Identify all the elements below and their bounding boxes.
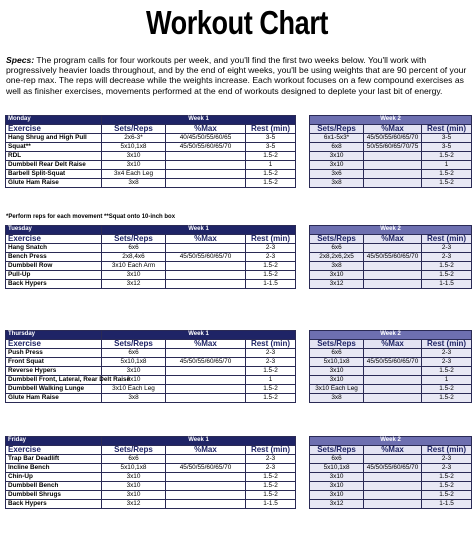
rest-header: Rest (min) — [246, 446, 296, 455]
exercise-name: Front Squat — [6, 358, 102, 367]
week2-max — [364, 161, 422, 170]
max-header: %Max — [166, 235, 246, 244]
week2-sets-reps: 3x10 — [310, 271, 364, 280]
exercise-name: Back Hypers — [6, 280, 102, 289]
week2-label: Week 2 — [310, 116, 472, 125]
week1-label: Week 1 — [102, 226, 296, 235]
exercise-name: Hang Snatch — [6, 244, 102, 253]
rest-header: Rest (min) — [246, 235, 296, 244]
exercise-name: Reverse Hypers — [6, 367, 102, 376]
sets-reps-header: Sets/Reps — [102, 125, 166, 134]
column-gap — [296, 226, 310, 235]
column-gap — [296, 482, 310, 491]
exercise-name: Push Press — [6, 349, 102, 358]
column-gap — [296, 394, 310, 403]
week1-max — [166, 179, 246, 188]
column-gap — [296, 464, 310, 473]
exercise-name: Glute Ham Raise — [6, 394, 102, 403]
week2-sets-reps: 3x10 — [310, 473, 364, 482]
day-header-row — [6, 226, 472, 235]
week1-rest: 1.5-2 — [246, 473, 296, 482]
week2-rest: 1.5-2 — [422, 262, 472, 271]
sets-reps-header: Sets/Reps — [102, 446, 166, 455]
week2-sets-reps: 3x10 — [310, 482, 364, 491]
table-row — [6, 367, 472, 376]
table-row — [6, 385, 472, 394]
week2-rest: 1.5-2 — [422, 179, 472, 188]
week1-sets-reps: 3x10 — [102, 152, 166, 161]
day-header-row — [6, 331, 472, 340]
week2-rest: 1 — [422, 376, 472, 385]
week1-rest: 3-5 — [246, 134, 296, 143]
table-row — [6, 271, 472, 280]
week2-rest: 1.5-2 — [422, 473, 472, 482]
table-row — [6, 253, 472, 262]
week1-rest: 2-3 — [246, 464, 296, 473]
footnote: *Perform reps for each movement **Squat onto 10-inch box — [6, 214, 176, 220]
week1-rest: 1 — [246, 161, 296, 170]
week1-rest: 1.5-2 — [246, 152, 296, 161]
exercise-name: Pull-Up — [6, 271, 102, 280]
exercise-name: Dumbbell Row — [6, 262, 102, 271]
column-gap — [296, 152, 310, 161]
week2-sets-reps: 6x1-5x3* — [310, 134, 364, 143]
column-gap — [296, 367, 310, 376]
week2-sets-reps: 6x6 — [310, 244, 364, 253]
week2-sets-reps: 5x10,1x8 — [310, 464, 364, 473]
table-row — [6, 244, 472, 253]
week1-rest: 2-3 — [246, 349, 296, 358]
column-header-row — [6, 125, 472, 134]
week2-sets-reps: 6x8 — [310, 143, 364, 152]
week2-sets-reps: 3x12 — [310, 500, 364, 509]
column-gap — [296, 116, 310, 125]
column-gap — [296, 358, 310, 367]
table-row — [6, 170, 472, 179]
exercise-name: Barbell Split-Squat — [6, 170, 102, 179]
exercise-header: Exercise — [6, 235, 102, 244]
week1-sets-reps: 3x10 — [102, 376, 166, 385]
day-name: Thursday — [6, 331, 102, 340]
sets-reps-header: Sets/Reps — [310, 340, 364, 349]
page-title: Workout Chart — [145, 4, 329, 41]
week1-sets-reps: 3x10 — [102, 473, 166, 482]
sets-reps-header: Sets/Reps — [310, 235, 364, 244]
column-gap — [296, 262, 310, 271]
week2-label: Week 2 — [310, 331, 472, 340]
week1-max — [166, 455, 246, 464]
week2-max — [364, 473, 422, 482]
max-header: %Max — [364, 125, 422, 134]
column-gap — [296, 125, 310, 134]
week2-max — [364, 170, 422, 179]
week1-rest: 1.5-2 — [246, 262, 296, 271]
week1-max — [166, 170, 246, 179]
week2-rest: 2-3 — [422, 358, 472, 367]
exercise-name: Incline Bench — [6, 464, 102, 473]
week2-max — [364, 179, 422, 188]
week1-max — [166, 280, 246, 289]
week2-sets-reps: 3x10 — [310, 152, 364, 161]
week1-max: 40/45/50/55/60/65 — [166, 134, 246, 143]
table-row — [6, 134, 472, 143]
table-row — [6, 358, 472, 367]
week2-sets-reps: 3x10 — [310, 376, 364, 385]
day-name: Tuesday — [6, 226, 102, 235]
week2-max — [364, 280, 422, 289]
week2-rest: 1 — [422, 161, 472, 170]
week2-rest: 1-1.5 — [422, 280, 472, 289]
exercise-name: Dumbbell Rear Delt Raise — [6, 161, 102, 170]
week2-max — [364, 244, 422, 253]
week2-sets-reps: 3x10 — [310, 161, 364, 170]
column-gap — [296, 331, 310, 340]
exercise-name: Squat** — [6, 143, 102, 152]
week2-rest: 1.5-2 — [422, 482, 472, 491]
specs-text: The program calls for four workouts per week, and you'll find the first two weeks below. You'll work with progressively heavier loads throughout, and by the end of eight weeks, you'll be using weights that are 90 percent of your one-rep max. The reps will decrease while the weights increase. Each workout focuses on a few compound exercises as well as finisher exercises, movements performed at the end of workouts designed to deplete your last bit of energy. — [6, 55, 467, 96]
column-gap — [296, 437, 310, 446]
column-gap — [296, 143, 310, 152]
week2-max: 45/50/55/60/65/70 — [364, 253, 422, 262]
column-gap — [296, 235, 310, 244]
week1-max: 45/50/55/60/65/70 — [166, 143, 246, 152]
week1-rest: 1.5-2 — [246, 491, 296, 500]
week1-sets-reps: 6x6 — [102, 244, 166, 253]
week1-max — [166, 271, 246, 280]
week2-rest: 2-3 — [422, 244, 472, 253]
week2-rest: 2-3 — [422, 349, 472, 358]
sets-reps-header: Sets/Reps — [310, 125, 364, 134]
week1-sets-reps: 5x10,1x8 — [102, 464, 166, 473]
week1-rest: 1.5-2 — [246, 170, 296, 179]
rest-header: Rest (min) — [246, 125, 296, 134]
week2-sets-reps: 3x8 — [310, 262, 364, 271]
column-gap — [296, 500, 310, 509]
week2-max — [364, 394, 422, 403]
week1-rest: 2-3 — [246, 358, 296, 367]
exercise-header: Exercise — [6, 125, 102, 134]
week2-rest: 1.5-2 — [422, 491, 472, 500]
table-row — [6, 500, 472, 509]
day-header-row — [6, 116, 472, 125]
week1-rest: 1.5-2 — [246, 271, 296, 280]
week2-rest: 1.5-2 — [422, 170, 472, 179]
table-row — [6, 349, 472, 358]
week2-rest: 1-1.5 — [422, 500, 472, 509]
week2-sets-reps: 2x8,2x6,2x5 — [310, 253, 364, 262]
exercise-name: Trap Bar Deadlift — [6, 455, 102, 464]
week1-max: 45/50/55/60/65/70 — [166, 464, 246, 473]
max-header: %Max — [166, 446, 246, 455]
table-row — [6, 473, 472, 482]
week1-sets-reps: 5x10,1x8 — [102, 358, 166, 367]
column-header-row — [6, 340, 472, 349]
week1-sets-reps: 3x4 Each Leg — [102, 170, 166, 179]
week1-max — [166, 244, 246, 253]
sets-reps-header: Sets/Reps — [102, 340, 166, 349]
column-header-row — [6, 446, 472, 455]
exercise-name: Chin-Up — [6, 473, 102, 482]
column-gap — [296, 161, 310, 170]
exercise-name: Dumbbell Front, Lateral, Rear Delt Raise — [6, 376, 102, 385]
week2-sets-reps: 3x10 — [310, 367, 364, 376]
max-header: %Max — [364, 235, 422, 244]
week1-rest: 1-1.5 — [246, 280, 296, 289]
week2-sets-reps: 6x6 — [310, 349, 364, 358]
week1-sets-reps: 3x8 — [102, 394, 166, 403]
day-table-monday — [5, 115, 472, 188]
week1-sets-reps: 3x8 — [102, 179, 166, 188]
week1-sets-reps: 3x10 Each Arm — [102, 262, 166, 271]
rest-header: Rest (min) — [246, 340, 296, 349]
week1-sets-reps: 6x6 — [102, 349, 166, 358]
week2-max — [364, 271, 422, 280]
week2-label: Week 2 — [310, 437, 472, 446]
week2-max — [364, 376, 422, 385]
week2-rest: 1.5-2 — [422, 152, 472, 161]
column-gap — [296, 179, 310, 188]
table-row — [6, 143, 472, 152]
week2-max — [364, 385, 422, 394]
week1-max — [166, 491, 246, 500]
column-gap — [296, 271, 310, 280]
column-gap — [296, 170, 310, 179]
week1-rest: 1.5-2 — [246, 385, 296, 394]
table-row — [6, 376, 472, 385]
week2-sets-reps: 3x8 — [310, 394, 364, 403]
column-gap — [296, 244, 310, 253]
exercise-name: Dumbbell Bench — [6, 482, 102, 491]
week2-max — [364, 500, 422, 509]
week2-rest: 3-5 — [422, 134, 472, 143]
day-table-tuesday — [5, 225, 472, 289]
week1-rest: 1.5-2 — [246, 394, 296, 403]
week2-max: 45/50/55/60/65/70 — [364, 464, 422, 473]
week2-sets-reps: 3x10 Each Leg — [310, 385, 364, 394]
max-header: %Max — [364, 340, 422, 349]
week1-rest: 1.5-2 — [246, 367, 296, 376]
column-gap — [296, 473, 310, 482]
week1-max — [166, 394, 246, 403]
week2-sets-reps: 6x6 — [310, 455, 364, 464]
week2-rest: 2-3 — [422, 455, 472, 464]
week2-max: 45/50/55/60/65/70 — [364, 134, 422, 143]
week1-max: 45/50/55/60/65/70 — [166, 358, 246, 367]
exercise-name: Dumbbell Shrugs — [6, 491, 102, 500]
week2-rest: 2-3 — [422, 253, 472, 262]
max-header: %Max — [166, 340, 246, 349]
week2-sets-reps: 3x12 — [310, 280, 364, 289]
column-gap — [296, 385, 310, 394]
week1-label: Week 1 — [102, 331, 296, 340]
exercise-name: Bench Press — [6, 253, 102, 262]
column-gap — [296, 491, 310, 500]
column-gap — [296, 455, 310, 464]
week1-rest: 1.5-2 — [246, 482, 296, 491]
week1-max — [166, 500, 246, 509]
week1-rest: 3-5 — [246, 143, 296, 152]
week2-sets-reps: 3x6 — [310, 170, 364, 179]
column-gap — [296, 280, 310, 289]
week1-label: Week 1 — [102, 116, 296, 125]
column-gap — [296, 340, 310, 349]
week2-sets-reps: 3x10 — [310, 491, 364, 500]
exercise-name: Glute Ham Raise — [6, 179, 102, 188]
week2-rest: 1.5-2 — [422, 385, 472, 394]
week2-sets-reps: 5x10,1x8 — [310, 358, 364, 367]
week1-sets-reps: 6x6 — [102, 455, 166, 464]
week1-max — [166, 152, 246, 161]
rest-header: Rest (min) — [422, 340, 472, 349]
week2-max — [364, 482, 422, 491]
week1-max — [166, 262, 246, 271]
table-row — [6, 464, 472, 473]
exercise-header: Exercise — [6, 340, 102, 349]
week1-rest: 1 — [246, 376, 296, 385]
table-row — [6, 161, 472, 170]
week1-max — [166, 385, 246, 394]
exercise-name: Dumbbell Walking Lunge — [6, 385, 102, 394]
week2-max — [364, 262, 422, 271]
week1-sets-reps: 3x10 — [102, 482, 166, 491]
rest-header: Rest (min) — [422, 125, 472, 134]
week1-max — [166, 367, 246, 376]
week2-rest: 1.5-2 — [422, 394, 472, 403]
week2-max — [364, 152, 422, 161]
day-name: Monday — [6, 116, 102, 125]
week1-label: Week 1 — [102, 437, 296, 446]
week2-max — [364, 455, 422, 464]
week2-rest: 1.5-2 — [422, 367, 472, 376]
week2-rest: 1.5-2 — [422, 271, 472, 280]
week1-sets-reps: 3x10 — [102, 367, 166, 376]
exercise-name: RDL — [6, 152, 102, 161]
exercise-name: Back Hypers — [6, 500, 102, 509]
column-gap — [296, 446, 310, 455]
table-row — [6, 394, 472, 403]
week1-max — [166, 161, 246, 170]
day-name: Friday — [6, 437, 102, 446]
exercise-header: Exercise — [6, 446, 102, 455]
week2-rest: 3-5 — [422, 143, 472, 152]
week2-rest: 2-3 — [422, 464, 472, 473]
rest-header: Rest (min) — [422, 235, 472, 244]
week1-sets-reps: 2x8,4x6 — [102, 253, 166, 262]
table-row — [6, 482, 472, 491]
week2-max — [364, 349, 422, 358]
column-gap — [296, 376, 310, 385]
week1-sets-reps: 2x6-3* — [102, 134, 166, 143]
week1-sets-reps: 3x12 — [102, 500, 166, 509]
week1-max — [166, 473, 246, 482]
specs-label: Specs: — [6, 55, 35, 65]
week1-max — [166, 349, 246, 358]
week1-max: 45/50/55/60/65/70 — [166, 253, 246, 262]
week1-sets-reps: 3x10 — [102, 161, 166, 170]
sets-reps-header: Sets/Reps — [102, 235, 166, 244]
specs-paragraph — [6, 55, 468, 96]
rest-header: Rest (min) — [422, 446, 472, 455]
week2-max — [364, 491, 422, 500]
column-gap — [296, 253, 310, 262]
week1-rest: 2-3 — [246, 244, 296, 253]
day-table-friday — [5, 436, 472, 509]
week1-rest: 1.5-2 — [246, 179, 296, 188]
week2-max: 50/55/60/65/70/75 — [364, 143, 422, 152]
week2-label: Week 2 — [310, 226, 472, 235]
week1-sets-reps: 3x10 Each Leg — [102, 385, 166, 394]
week1-rest: 2-3 — [246, 253, 296, 262]
table-row — [6, 179, 472, 188]
week1-max — [166, 376, 246, 385]
table-row — [6, 455, 472, 464]
table-row — [6, 280, 472, 289]
max-header: %Max — [166, 125, 246, 134]
week1-sets-reps: 3x12 — [102, 280, 166, 289]
sets-reps-header: Sets/Reps — [310, 446, 364, 455]
exercise-name: Hang Shrug and High Pull — [6, 134, 102, 143]
week1-sets-reps: 3x10 — [102, 271, 166, 280]
table-row — [6, 262, 472, 271]
column-gap — [296, 349, 310, 358]
table-row — [6, 491, 472, 500]
week1-max — [166, 482, 246, 491]
day-table-thursday — [5, 330, 472, 403]
table-row — [6, 152, 472, 161]
week1-rest: 1-1.5 — [246, 500, 296, 509]
week1-sets-reps: 5x10,1x8 — [102, 143, 166, 152]
column-gap — [296, 134, 310, 143]
week2-max — [364, 367, 422, 376]
week1-rest: 2-3 — [246, 455, 296, 464]
column-header-row — [6, 235, 472, 244]
week2-sets-reps: 3x8 — [310, 179, 364, 188]
day-header-row — [6, 437, 472, 446]
max-header: %Max — [364, 446, 422, 455]
week1-sets-reps: 3x10 — [102, 491, 166, 500]
week2-max: 45/50/55/60/65/70 — [364, 358, 422, 367]
